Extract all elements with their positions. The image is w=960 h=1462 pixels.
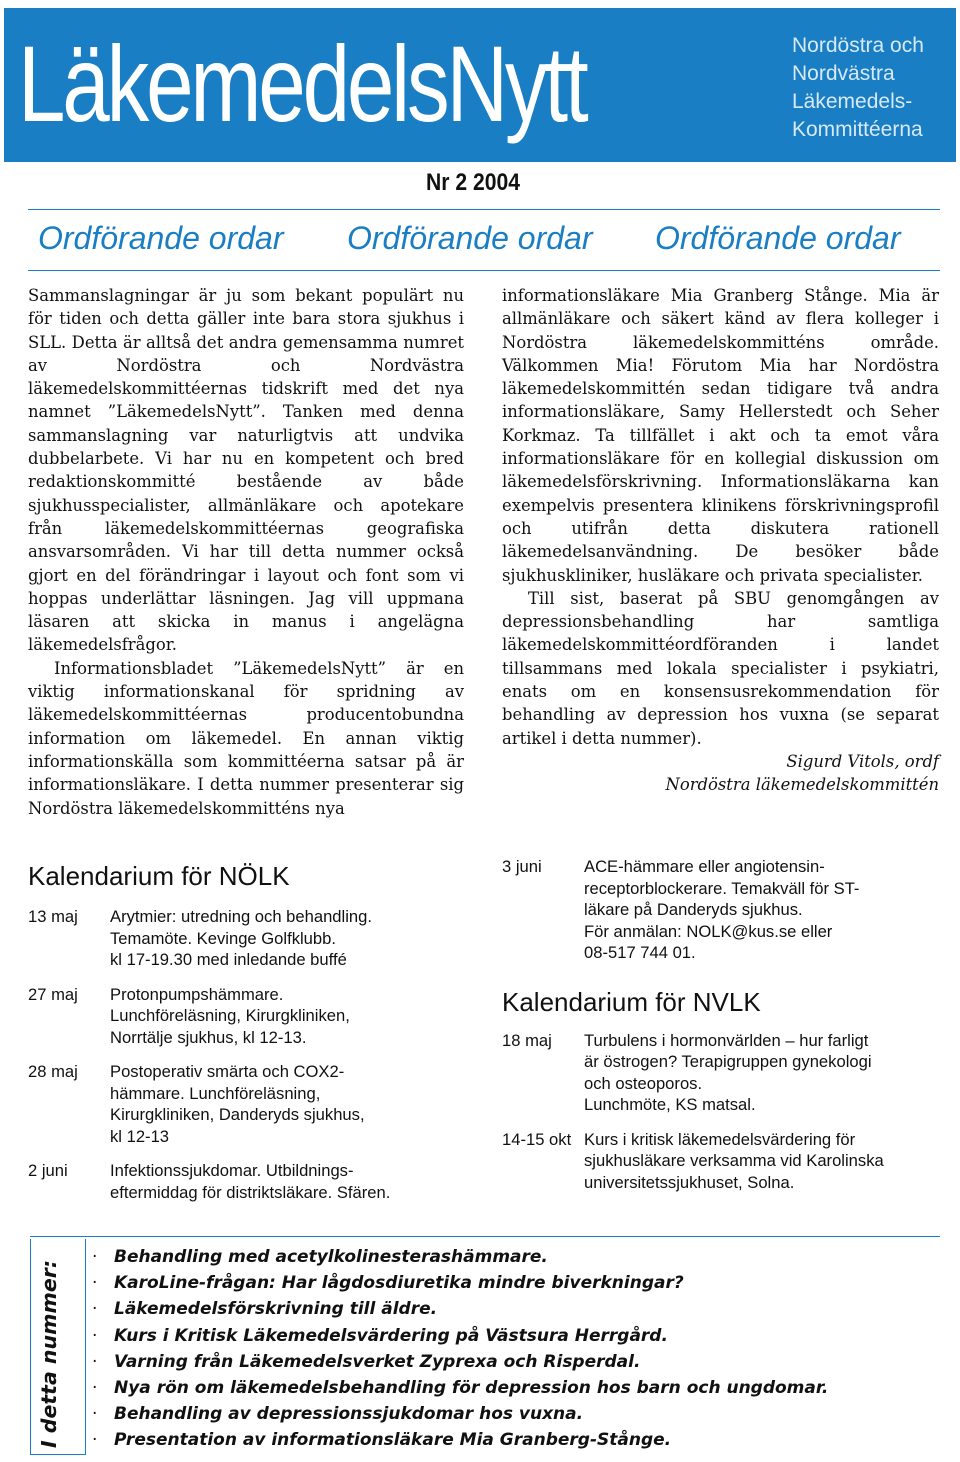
calendar-entry [28, 906, 468, 971]
calendar-nvlk [502, 856, 942, 1206]
calendar-line: och osteoporos. [584, 1073, 703, 1093]
calendar-line: Lunchmöte, KS matsal. [584, 1095, 756, 1114]
publisher-line: Nordöstra och [792, 34, 924, 57]
article-paragraph: Informationsbladet ”LäkemedelsNytt” är en viktig informationskanal för spridning av läkemedelskommittéernas producentobundna information om läkemedel. En annan viktig informationskälla som kommittéerna satsar på är informationsläkare. I detta nummer presenterar sig Nordöstra läkemedelskommitténs nya [28, 658, 464, 818]
in-this-issue-label: I detta nummer: [37, 1259, 61, 1448]
calendar-line: 08-517 744 01. [584, 943, 696, 962]
calendar-line: Lunchföreläsning, Kirurgkliniken, [110, 1006, 350, 1025]
list-item-text: KaroLine-frågan: Har lågdosdiuretika mindre biverkningar? [114, 1273, 684, 1294]
calendar-line: Postoperativ smärta och COX2- [110, 1062, 345, 1081]
list-item [92, 1323, 828, 1349]
divider [28, 270, 940, 271]
publisher-line: Läkemedels- [792, 90, 913, 113]
calendar-line: Infektionssjukdomar. Utbildnings- [110, 1161, 354, 1180]
calendar-line: För anmälan: NOLK@kus.se eller [584, 921, 833, 941]
calendar-date: 14-15 okt [502, 1129, 572, 1149]
bullet-icon: · [92, 1325, 98, 1346]
list-item [92, 1296, 828, 1322]
bullet-icon: · [92, 1404, 98, 1425]
calendar-line: Protonpumpshämmare. [110, 984, 284, 1004]
calendar-line: hämmare. Lunchföreläsning, [110, 1083, 321, 1103]
calendar-title: Kalendarium för NVLK [502, 986, 761, 1017]
calendar-date: 2 juni [28, 1161, 68, 1180]
bullet-icon: · [92, 1378, 98, 1399]
signature-affiliation: Nordöstra läkemedelskommittén [665, 775, 939, 795]
masthead [4, 8, 956, 162]
calendar-line: Kurs i kritisk läkemedelsvärdering för [584, 1129, 856, 1149]
calendar-title: Kalendarium för NÖLK [28, 861, 290, 891]
calendar-line: ACE-hämmare eller angiotensin- [584, 857, 825, 876]
calendar-date: 13 maj [28, 907, 78, 926]
calendar-line: Arytmier: utredning och behandling. [110, 907, 372, 926]
article-column-right [502, 284, 939, 797]
calendar-description [584, 1129, 942, 1194]
article-column-left [28, 284, 464, 820]
issue-number: Nr 2 2004 [426, 169, 520, 196]
article-paragraph: Till sist, baserat på SBU genomgången av depressionsbehandling har samtliga läkemedelskommittéordföranden i landet tillsammans med lokala specialister i psykiatri, enats om en konsensusrekommendation för behandling av depression hos vuxna (se separat artikel i detta nummer). [502, 588, 939, 748]
calendar-line: Kirurgkliniken, Danderyds sjukhus, [110, 1105, 365, 1124]
calendar-line: Temamöte. Kevinge Golfklubb. [110, 928, 336, 948]
section-heading: Ordförande ordar [38, 220, 284, 256]
calendar-line: kl 12-13 [110, 1126, 170, 1146]
calendar-date: 18 maj [502, 1030, 552, 1050]
calendar-line: eftermiddag för distriktsläkare. Sfären. [110, 1182, 391, 1202]
calendar-date: 27 maj [28, 984, 78, 1004]
calendar-line: är östrogen? Terapigruppen gynekologi [584, 1052, 872, 1071]
list-item [92, 1349, 828, 1375]
list-item [92, 1375, 828, 1401]
calendar-entry [28, 984, 468, 1049]
bullet-icon: · [92, 1351, 98, 1372]
calendar-nolk [28, 856, 468, 1216]
bullet-icon: · [92, 1273, 98, 1294]
list-item-text: Kurs i Kritisk Läkemedelsvärdering på Västsura Herrgård. [114, 1325, 668, 1346]
publisher-name [792, 32, 957, 144]
list-item-text: Behandling av depressionssjukdomar hos vuxna. [114, 1404, 584, 1425]
section-heading: Ordförande ordar [347, 220, 593, 256]
bullet-icon: · [92, 1430, 98, 1451]
in-this-issue-list [92, 1244, 828, 1454]
list-item-text: Behandling med acetylkolinesterashämmare. [114, 1247, 548, 1267]
calendar-line: Norrtälje sjukhus, kl 12-13. [110, 1027, 307, 1047]
section-heading: Ordförande ordar [655, 220, 901, 256]
calendar-line: kl 17-19.30 med inledande buffé [110, 950, 347, 969]
list-item [92, 1244, 828, 1270]
article-paragraph: informationsläkare Mia Granberg Stånge. Mia är allmänläkare och säkert känd av flera kolleger i Nordöstra läkemedelskommitténs område. Välkommen Mia! Förutom Mia har Nordöstra läkemedelskommittén sedan tidigare två andra informationsläkare, Samy Hellerstedt och Seher Korkmaz. Ta tillfället i akt och ta emot våra informationsläkare för en kollegial diskussion om läkemedelsförskrivning. Informationsläkarna kan exempelvis presentera klinikens förskrivningsprofil och utifrån detta diskutera rationell läkemedelsanvändning. De besöker både sjukhuskliniker, husläkare och privata specialister. [502, 286, 939, 585]
list-item-text: Nya rön om läkemedelsbehandling för depression hos barn och ungdomar. [114, 1378, 829, 1399]
calendar-entry [28, 1160, 468, 1203]
publisher-line: Kommittéerna [792, 118, 923, 141]
calendar-date: 28 maj [28, 1062, 78, 1081]
list-item-text: Presentation av informationsläkare Mia Granberg-Stånge. [114, 1430, 672, 1451]
bullet-icon: · [92, 1247, 98, 1267]
calendar-entry [28, 1061, 468, 1147]
calendar-entry [502, 1129, 942, 1194]
calendar-description [110, 906, 468, 971]
newsletter-title: LäkemedelsNytt [18, 23, 586, 144]
calendar-description [110, 1160, 468, 1203]
publisher-line: Nordvästra [792, 62, 895, 85]
calendar-description [584, 856, 942, 964]
list-item-text: Läkemedelsförskrivning till äldre. [114, 1299, 438, 1320]
calendar-date: 3 juni [502, 857, 542, 876]
calendar-line: receptorblockerare. Temakväll för ST- [584, 878, 860, 898]
calendar-description [110, 1061, 468, 1147]
divider [28, 209, 940, 210]
list-item [92, 1427, 828, 1453]
calendar-line: universitetssjukhuset, Solna. [584, 1172, 795, 1192]
bullet-icon: · [92, 1299, 98, 1320]
list-item [92, 1270, 828, 1296]
calendar-line: läkare på Danderyds sjukhus. [584, 900, 803, 919]
calendar-entry [502, 1030, 942, 1116]
list-item-text: Varning från Läkemedelsverket Zyprexa och Risperdal. [114, 1351, 641, 1372]
calendar-line: Turbulens i hormonvärlden – hur farligt [584, 1030, 869, 1050]
calendar-entry [502, 856, 942, 964]
article-paragraph: Sammanslagningar är ju som bekant populärt nu för tiden och detta gäller inte bara stora sjukhus i SLL. Detta är alltså det andra gemensamma numret av Nordöstra och Nordvästra läkemedelskommittéernas tidskrift med det nya namnet ”LäkemedelsNytt”. Tanken med denna sammanslagning var naturligtvis att undvika dubbelarbete. Vi har nu en kompetent och bred redaktionskommitté bestående av både sjukhusspecialister, allmänläkare och apotekare från läkemedelskommittéernas geografiska ansvarsområden. Vi har till detta nummer också gjort en del förändringar i layout och font som vi hoppas underlättar läsningen. Jag vill uppmana läsaren att skicka in manus i angelägna läkemedelsfrågor. [28, 286, 464, 655]
calendar-description [584, 1030, 942, 1116]
list-item [92, 1401, 828, 1427]
calendar-line: sjukhusläkare verksamma vid Karolinska [584, 1151, 884, 1170]
calendar-description [110, 984, 468, 1049]
signature-name: Sigurd Vitols, ordf [786, 751, 939, 771]
